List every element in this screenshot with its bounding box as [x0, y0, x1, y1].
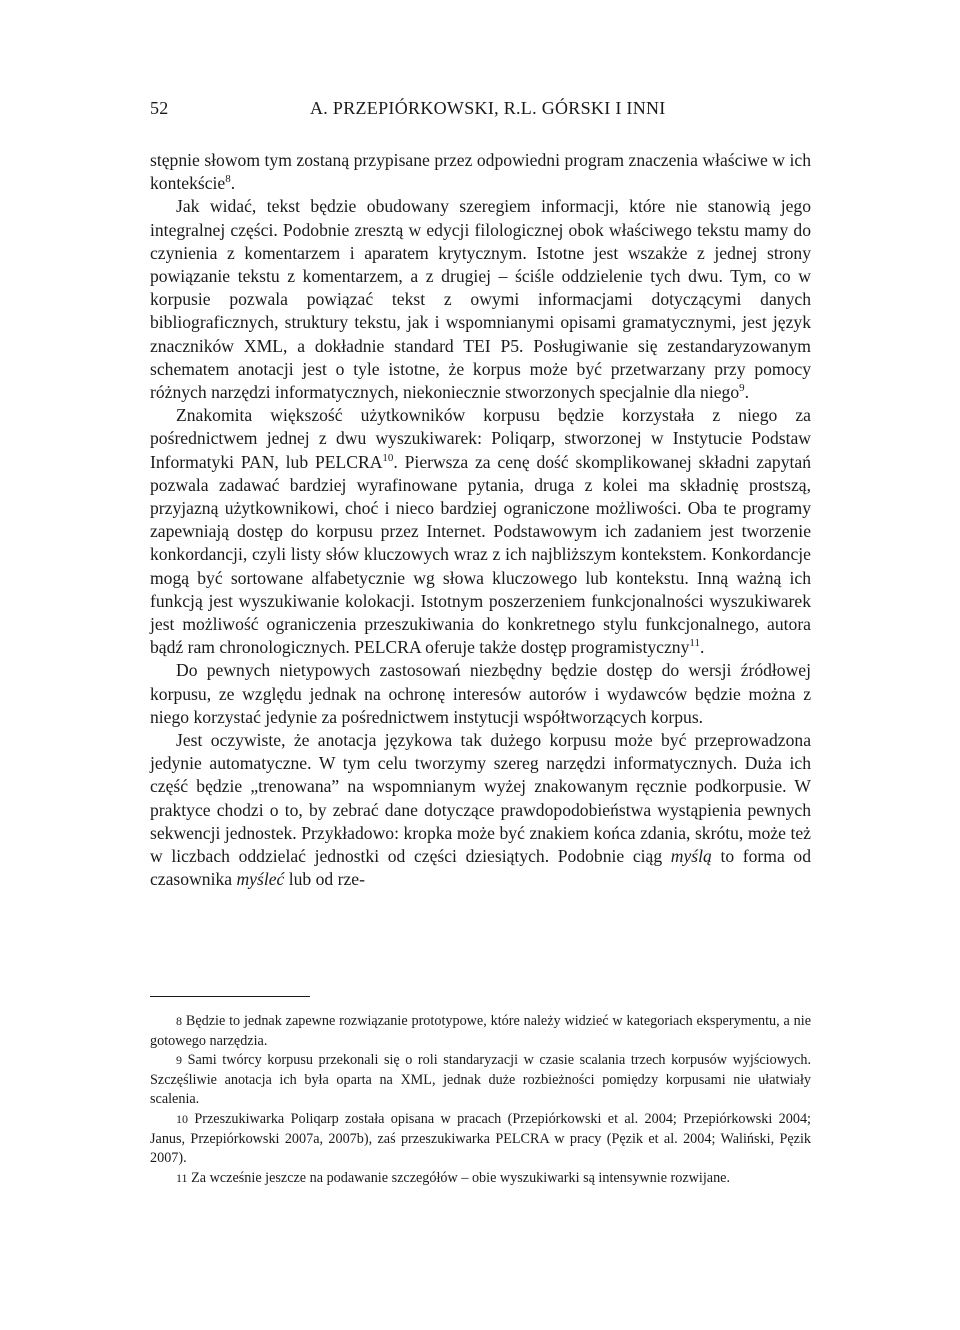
footnote-9: 9 Sami twórcy korpusu przekonali się o roli standaryzacji w czasie scalania trzech korpusów wyjściowych. Szczęśliwie anotacja ich była oparta na XML, jednak duże rozbieżności pomiędzy korpusami nie ułatwiały scalenia. — [150, 1052, 811, 1108]
paragraph-1: stępnie słowom tym zostaną przypisane przez odpowiedni program znaczenia właściwe w ich kontekście$^8$. — [150, 150, 811, 194]
page-number: 52 — [150, 98, 169, 118]
footnote-10: 10 Przeszukiwarka Poliqarp została opisana w pracach (Przepiórkowski et al. 2004; Przepiórkowski 2004; Janus, Przepiórkowski 2007a, 2007b), zaś przeszukiwarka PELCRA w pracy (Pęzik et al. 2004; Waliński, Pęzik 2007). — [150, 1110, 811, 1167]
paragraph-3: Znakomita większość użytkowników korpusu będzie korzystała z niego za pośrednictwem jednej z dwu wyszukiwarek: Poliqarp, stworzonej w Instytucie Podstaw Informatyki PAN, lub PELCRA$^{10}$. Pierwsza za cenę dość skomplikowanej składni zapytań pozwala zadawać bardziej wyrafinowane pytania, druga z kolei ma składnię prostszą, przyjazną użytkownikowi, choć i nieco bardziej ograniczone możliwości. Oba te programy zapewniają dostęp do korpusu przez Internet. Podstawowym ich zadaniem jest tworzenie konkordancji, czyli listy słów kluczowych wraz z ich najbliższym kontekstem. Konkordancje mogą być sortowane alfabetycznie wg słowa kluczowego lub kontekstu. Inną ważną ich funkcją jest wyszukiwanie kolokacji. Istotnym poszerzeniem funkcjonalności wyszukiwarek jest możliwość ograniczenia przeszukiwania do konkretnego stylu funkcjonalnego, autora bądź ram chronologicznych. PELCRA oferuje także dostęp programistyczny$^{11}$. — [150, 405, 811, 658]
paragraph-4: Do pewnych nietypowych zastosowań niezbędny będzie dostęp do wersji źródłowej korpusu, ze względu jednak na ochronę interesów autorów i wydawców będzie można z niego korzystać jedynie za pośrednictwem instytucji współtworzących korpus. — [150, 660, 811, 727]
footnotes — [150, 1012, 811, 1188]
footnote-11: 11 Za wcześnie jeszcze na podawanie szczegółów – obie wyszukiwarki są intensywnie rozwijane. — [176, 1169, 731, 1186]
paragraph-2: Jak widać, tekst będzie obudowany szeregiem informacji, które nie stanowią jego integralnej części. Podobnie zresztą w edycji filologicznej obok właściwego tekstu mamy do czynienia z komentarzem i aparatem krytycznym. Istotne jest wszakże z jednej strony powiązanie tekstu z komentarzem, a z drugiej – ściśle oddzielenie tych dwu. Tym, co w korpusie pozwala powiązać tekst z owymi informacjami dotyczącymi danych bibliograficznych, struktury tekstu, jak i wspomnianymi opisami gramatycznymi, jest język znaczników XML, a dokładnie standard TEI P5. Posługiwanie się zestandaryzowanym schematem anotacji jest o tyle istotne, że korpus może być przetwarzany przy pomocy różnych narzędzi informatycznych, niekoniecznie stworzonych specjalnie dla niego$^9$. — [150, 196, 811, 403]
footnote-8: 8 Będzie to jednak zapewne rozwiązanie prototypowe, które należy widzieć w kategoriach eksperymentu, a nie gotowego narzędzia. — [150, 1013, 811, 1049]
footnote-separator — [150, 996, 310, 997]
footnote-ref-11[interactable]: 11 — [689, 637, 700, 650]
italic-term-myslec: myśleć — [236, 869, 285, 890]
main-text — [150, 149, 811, 892]
footnote-ref-8[interactable]: 8 — [225, 173, 231, 186]
footnote-ref-9[interactable]: 9 — [739, 382, 745, 395]
italic-term-mysla: myślą — [670, 846, 712, 867]
footnote-ref-10[interactable]: 10 — [382, 451, 394, 464]
paragraph-5: Jest oczywiste, że anotacja językowa tak dużego korpusu może być przeprowadzona jedynie automatyczne. W tym celu tworzymy szereg narzędzi informatycznych. Duża ich część będzie „trenowana” na wspomnianym wyżej znakowanym ręcznie podkorpusie. W praktyce chodzi o to, by zebrać dane dotyczące prawdopodobieństwa wystąpienia pewnych sekwencji jednostek. Przykładowo: kropka może być znakiem końca zdania, skrótu, może też w liczbach oddzielać jednostki od części dziesiątych. Podobnie ciąg myślą to forma od czasownika myśleć lub od rze- — [150, 730, 811, 890]
running-head-authors: A. PRZEPIÓRKOWSKI, R.L. GÓRSKI I INNI — [310, 98, 666, 118]
